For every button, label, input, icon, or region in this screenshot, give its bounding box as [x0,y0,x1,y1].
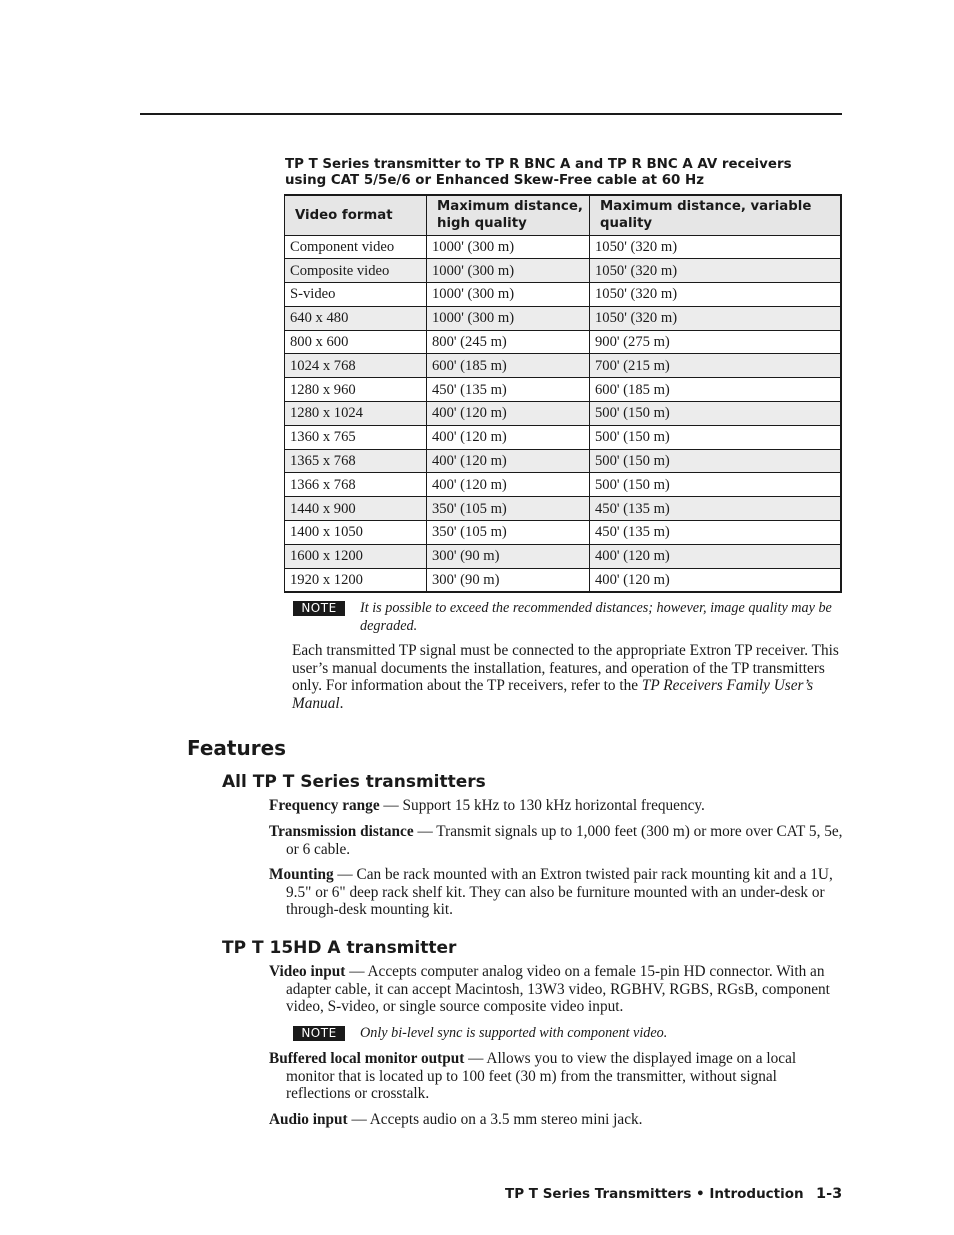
feature-term: Buffered local monitor output [269,1050,465,1067]
feature-desc: — Support 15 kHz to 130 kHz horizontal frequency. [379,797,705,814]
feature-item-frequency-range [269,797,844,815]
feature-item-mounting [269,866,844,919]
cell-variable: 450' (135 m) [590,521,842,545]
feature-term: Transmission distance [269,823,414,840]
feature-desc: — Accepts computer analog video on a female 15-pin HD connector. With an adapter cable, it can accept Macintosh, 13W3 video, RGBHV, RGBS, RGsB, component video, S-video, or single source composite video input. [286,963,830,1016]
feature-item-transmission-distance [269,823,844,858]
feature-item-local-monitor-output [269,1050,844,1103]
cell-high: 600' (185 m) [427,354,590,378]
cell-high: 1000' (300 m) [427,283,590,307]
table-row [285,306,842,330]
table-row [285,425,842,449]
cell-variable: 1050' (320 m) [590,283,842,307]
table-row [285,473,842,497]
feature-term: Audio input [269,1111,348,1128]
table-caption-line2: using CAT 5/5e/6 or Enhanced Skew-Free cable at 60 Hz [285,173,705,188]
table-caption-line1: TP T Series transmitter to TP R BNC A and TP R BNC A AV receivers [285,157,792,172]
cell-high: 1000' (300 m) [427,306,590,330]
cell-format: 1600 x 1200 [285,544,427,568]
cell-high: 400' (120 m) [427,473,590,497]
cell-variable: 700' (215 m) [590,354,842,378]
cell-format: Component video [285,235,427,259]
cell-high: 1000' (300 m) [427,235,590,259]
table-caption [285,157,845,189]
cell-variable: 1050' (320 m) [590,306,842,330]
table-header-row [285,195,842,235]
cell-variable: 1050' (320 m) [590,259,842,283]
cell-format: Composite video [285,259,427,283]
table-row [285,354,842,378]
table-row [285,497,842,521]
cell-variable: 500' (150 m) [590,473,842,497]
cell-format: 1440 x 900 [285,497,427,521]
cell-format: 1366 x 768 [285,473,427,497]
cell-variable: 400' (120 m) [590,568,842,592]
table-row [285,283,842,307]
table-row [285,378,842,402]
cell-variable: 500' (150 m) [590,449,842,473]
cell-high: 350' (105 m) [427,521,590,545]
cell-format: 1024 x 768 [285,354,427,378]
cell-high: 400' (120 m) [427,425,590,449]
note-text-distance: It is possible to exceed the recommended distances; however, image quality may be degraded. [360,600,832,634]
feature-desc: — Accepts audio on a 3.5 mm stereo mini jack. [347,1111,643,1128]
cell-variable: 450' (135 m) [590,497,842,521]
cell-high: 400' (120 m) [427,402,590,426]
section-heading-15hd-transmitter: TP T 15HD A transmitter [222,938,457,958]
intro-text: Each transmitted TP signal must be connected to the appropriate Extron TP receiver. This user’s manual documents the installation, features, and operation of the TP transmitters only. For information about the TP receivers, refer to the [292,642,839,695]
table-row [285,544,842,568]
feature-item-video-input [269,963,844,1016]
table-row [285,568,842,592]
cell-variable: 1050' (320 m) [590,235,842,259]
section-heading-all-transmitters: All TP T Series transmitters [222,772,486,792]
cell-format: 640 x 480 [285,306,427,330]
feature-desc: — Can be rack mounted with an Extron twisted pair rack mounting kit and a 1U, 9.5" or 6" deep rack shelf kit. They can also be furniture mounted with an under-desk or through-desk mounting kit. [286,866,833,919]
cell-variable: 900' (275 m) [590,330,842,354]
cell-variable: 500' (150 m) [590,402,842,426]
cell-variable: 500' (150 m) [590,425,842,449]
feature-desc: — Transmit signals up to 1,000 feet (300 m) or more over CAT 5, 5e, or 6 cable. [286,823,843,858]
cell-format: 1400 x 1050 [285,521,427,545]
cell-format: 1360 x 765 [285,425,427,449]
cell-format: 1280 x 960 [285,378,427,402]
cell-high: 450' (135 m) [427,378,590,402]
cell-high: 1000' (300 m) [427,259,590,283]
table-row [285,521,842,545]
feature-item-audio-input [269,1111,844,1129]
cell-high: 300' (90 m) [427,568,590,592]
table-row [285,259,842,283]
header-video-format: Video format [285,195,427,235]
table-row [285,449,842,473]
footer-title: TP T Series Transmitters • Introduction [505,1186,804,1202]
intro-end: . [339,694,344,712]
table-row [285,330,842,354]
cell-format: S-video [285,283,427,307]
cell-variable: 600' (185 m) [590,378,842,402]
table-row [285,402,842,426]
feature-term: Frequency range [269,797,380,814]
manual-title: TP Receivers Family User’s Manual [292,677,814,712]
cell-format: 1280 x 1024 [285,402,427,426]
feature-term: Video input [269,963,346,980]
page-number: 1-3 [816,1186,843,1202]
note-badge: NOTE [293,1026,345,1041]
cell-high: 400' (120 m) [427,449,590,473]
cell-high: 800' (245 m) [427,330,590,354]
header-max-distance-high: Maximum distance, high quality [427,195,590,235]
note-badge: NOTE [293,601,345,616]
feature-desc: — Allows you to view the displayed image on a local monitor that is located up to 100 feet (30 m) from the transmitter, without signal reflections or crosstalk. [286,1050,797,1103]
cell-variable: 400' (120 m) [590,544,842,568]
cell-format: 800 x 600 [285,330,427,354]
feature-term: Mounting [269,866,334,883]
cell-high: 300' (90 m) [427,544,590,568]
distance-table [284,194,842,593]
cell-format: 1365 x 768 [285,449,427,473]
cell-format: 1920 x 1200 [285,568,427,592]
header-max-distance-variable: Maximum distance, variable quality [590,195,842,235]
header-rule [140,113,842,115]
features-heading: Features [187,736,287,760]
cell-high: 350' (105 m) [427,497,590,521]
note-text-sync: Only bi-level sync is supported with component video. [360,1025,668,1041]
intro-paragraph [292,642,842,712]
table-row [285,235,842,259]
